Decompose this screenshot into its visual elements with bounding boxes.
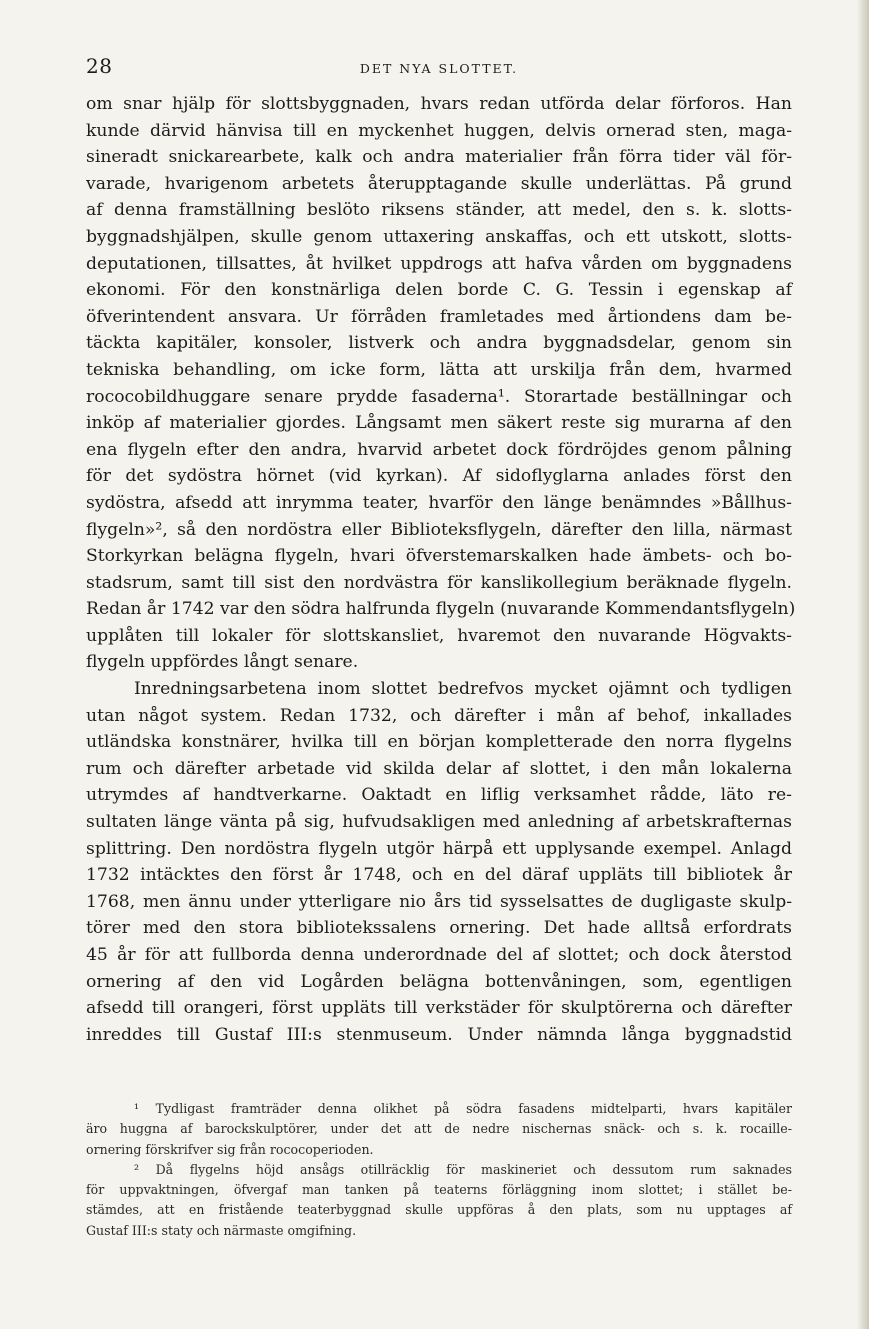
running-title: DET NYA SLOTTET. (359, 61, 519, 76)
text-line: Storkyrkan belägna flygeln, hvari öfverstemarskalken hade ämbets- och bo- (86, 546, 792, 567)
text-line: ekonomi. För den konstnärliga delen borde C. G. Tessin i egenskap af (86, 280, 792, 301)
text-line: deputationen, tillsattes, åt hvilket uppdrogs att hafva vården om byggnadens (86, 253, 792, 274)
text-line: törer med den stora bibliotekssalens ornering. Det hade alltså erfordrats (86, 918, 792, 939)
text-line: utrymdes af handtverkarne. Oaktadt en liflig verksamhet rådde, läto re- (86, 785, 792, 806)
text-line: Redan år 1742 var den södra halfrunda flygeln (nuvarande Kommendantsflygeln) (86, 599, 796, 620)
text-line: 1768, men ännu under ytterligare nio års tid sysselsattes de dugligaste skulp- (86, 891, 792, 912)
text-line: sultaten länge vänta på sig, hufvudsakligen med anledning af arbetskrafternas (86, 812, 792, 833)
text-line: utan något system. Redan 1732, och därefter i mån af behof, inkallades (86, 705, 792, 726)
text-line: sineradt snickarearbete, kalk och andra materialier från förra tider väl för- (86, 147, 792, 168)
text-line: flygeln uppfördes långt senare. (86, 652, 359, 673)
page-edge-shadow (857, 0, 869, 1329)
text-line: ena flygeln efter den andra, hvarvid arbetet dock fördröjdes genom pålning (86, 439, 792, 460)
text-line: inreddes till Gustaf III:s stenmuseum. Under nämnda långa byggnadstid (86, 1024, 792, 1045)
text-line: flygeln»², så den nordöstra eller Biblioteksflygeln, därefter den lilla, närmast (86, 519, 792, 540)
footnote-line: ornering förskrifver sig från rococoperioden. (86, 1141, 374, 1157)
body-text (86, 91, 796, 1048)
text-line: för det sydöstra hörnet (vid kyrkan). Af sidoflyglarna anlades först den (86, 466, 792, 487)
text-line: rum och därefter arbetade vid skilda delar af slottet, i den mån lokalerna (86, 758, 792, 779)
text-line: kunde därvid hänvisa till en myckenhet huggen, delvis ornerad sten, maga- (86, 120, 792, 141)
text-line: splittring. Den nordöstra flygeln utgör härpå ett upplysande exempel. Anlagd (86, 838, 792, 859)
text-line: 45 år för att fullborda denna underordnade del af slottet; och dock återstod (86, 945, 792, 965)
text-line: af denna framställning beslöto riksens ständer, att medel, den s. k. slotts- (86, 200, 792, 221)
text-line: upplåten till lokaler för slottskansliet, hvaremot den nuvarande Högvakts- (86, 625, 792, 646)
footnote-line: Gustaf III:s staty och närmaste omgifning. (86, 1222, 357, 1238)
text-line: öfverintendent ansvara. Ur förråden framletades med årtiondens dam be- (86, 306, 792, 327)
text-line: om snar hjälp för slottsbyggnaden, hvars redan utförda delar förforos. Han (86, 94, 792, 114)
page-number: 28 (86, 54, 113, 78)
text-line: sydöstra, afsedd att inrymma teater, hvarför den länge benämndes »Bållhus- (86, 492, 792, 513)
footnote-line: för uppvaktningen, öfvergaf man tanken på teaterns förläggning inom slottet; i stället be- (86, 1182, 792, 1198)
text-line: rococobildhuggare senare prydde fasaderna¹. Storartade beställningar och (86, 386, 792, 407)
text-line: Inredningsarbetena inom slottet bedrefvos mycket ojämnt och tydligen (134, 679, 792, 700)
text-line: varade, hvarigenom arbetets återupptagande skulle underlättas. På grund (86, 173, 792, 194)
text-line: 1732 intäcktes den först år 1748, och en del däraf uppläts till bibliotek år (86, 865, 792, 886)
page-header (86, 54, 792, 80)
footnotes (86, 1099, 792, 1241)
footnote-line: stämdes, att en fristående teaterbyggnad skulle uppföras å den plats, som nu upptages af (86, 1202, 792, 1218)
text-line: byggnadshjälpen, skulle genom uttaxering anskaffas, och ett utskott, slotts- (86, 226, 792, 247)
text-line: afsedd till orangeri, först uppläts till verkstäder för skulptörerna och därefter (86, 998, 792, 1019)
text-line: täckta kapitäler, konsoler, listverk och andra byggnadsdelar, genom sin (86, 333, 792, 354)
text-line: inköp af materialier gjordes. Långsamt men säkert reste sig murarna af den (86, 413, 792, 434)
text-line: tekniska behandling, om icke form, lätta att urskilja från dem, hvarmed (86, 359, 792, 380)
footnote-line: äro huggna af barockskulptörer, under det att de nedre nischernas snäck- och s. k. rocaille- (86, 1121, 792, 1137)
footnote-line: ¹ Tydligast framträder denna olikhet på södra fasadens midtelparti, hvars kapitäler (134, 1101, 792, 1116)
text-line: utländska konstnärer, hvilka till en början kompletterade den norra flygelns (86, 732, 792, 753)
footnote-line: ² Då flygelns höjd ansågs otillräcklig för maskineriet och dessutom rum saknades (134, 1161, 792, 1177)
text-line: stadsrum, samt till sist den nordvästra för kanslikollegium beräknade flygeln. (86, 572, 792, 593)
text-line: ornering af den vid Logården belägna bottenvåningen, som, egentligen (86, 971, 792, 992)
